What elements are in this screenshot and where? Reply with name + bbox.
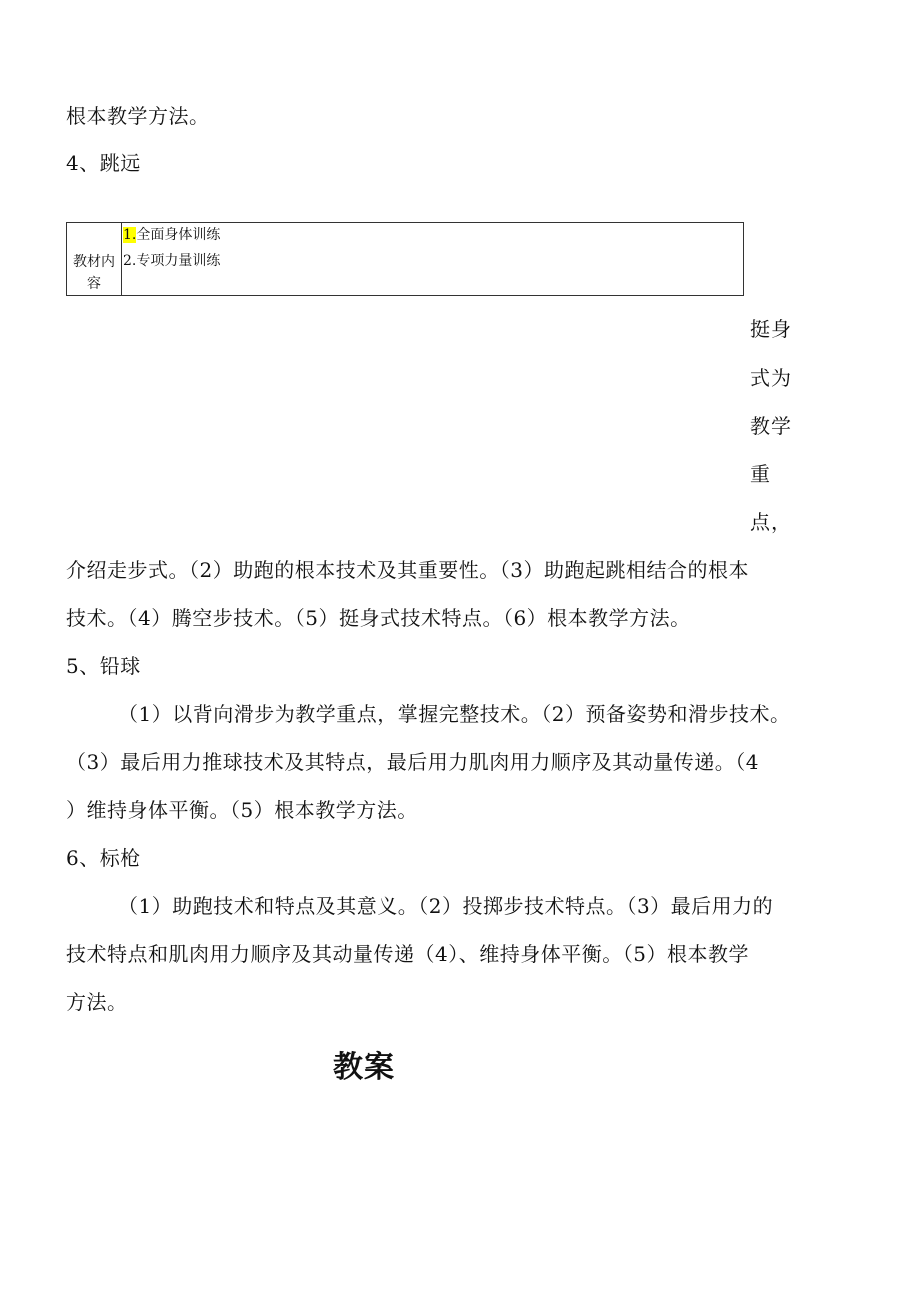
paragraph-line: 技术。（4）腾空步技术。（5）挺身式技术特点。（6）根本教学方法。 — [66, 606, 691, 630]
vertical-text-line: 重 — [750, 462, 771, 486]
paragraph-line: 方法。 — [66, 990, 128, 1014]
paragraph-line: ）维持身体平衡。（5）根本教学方法。 — [66, 798, 418, 822]
table-label-cell: 教材内容 — [67, 223, 122, 295]
table-item-1 — [123, 226, 220, 244]
paragraph-line: （1）助跑技术和特点及其意义。（2）投掷步技术特点。（3）最后用力的 — [118, 894, 774, 918]
paragraph-line: 介绍走步式。（2）助跑的根本技术及其重要性。（3）助跑起跳相结合的根本 — [66, 558, 749, 582]
paragraph-line: （1）以背向滑步为教学重点，掌握完整技术。（2）预备姿势和滑步技术。 — [118, 702, 791, 726]
section-heading-javelin: 6、标枪 — [66, 846, 141, 870]
paragraph-line: （3）最后用力推球技术及其特点，最后用力肌肉用力顺序及其动量传递。（4 — [66, 750, 759, 774]
section-heading-long-jump: 4、跳远 — [66, 151, 141, 175]
document-title: 教案 — [333, 1050, 395, 1085]
vertical-text-line: 式为 — [750, 366, 792, 390]
content-table — [66, 222, 744, 296]
item-text: 专项力量训练 — [136, 253, 221, 269]
table-item-2 — [123, 252, 220, 270]
text-line: 根本教学方法。 — [66, 104, 210, 128]
item-number: 1. — [123, 227, 137, 243]
section-heading-shot-put: 5、铅球 — [66, 654, 141, 678]
item-number: 2. — [123, 253, 137, 269]
vertical-text-line: 点， — [750, 510, 792, 534]
vertical-text-line: 教学 — [750, 414, 792, 438]
item-text: 全面身体训练 — [136, 227, 221, 243]
paragraph-line: 技术特点和肌肉用力顺序及其动量传递（4）、维持身体平衡。（5）根本教学 — [66, 942, 749, 966]
vertical-text-line: 挺身 — [750, 317, 792, 341]
